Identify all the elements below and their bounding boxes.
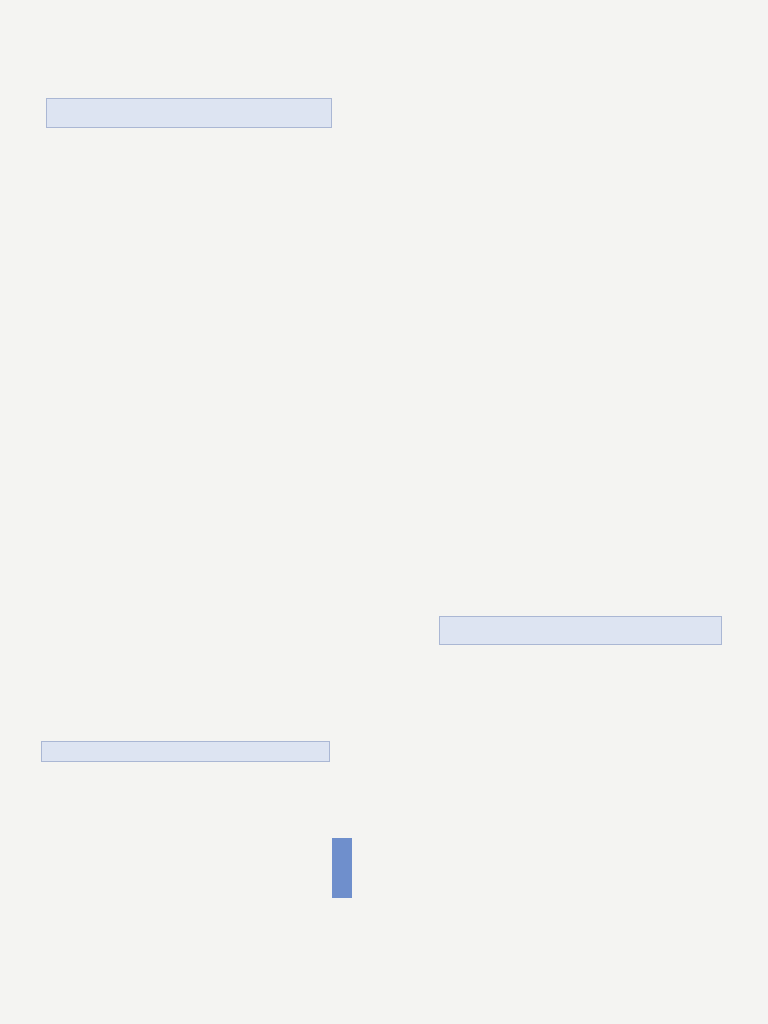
page-114 [384, 512, 768, 1024]
instruction-box [439, 616, 722, 645]
page-112 [384, 0, 768, 512]
word-bank [41, 990, 330, 1024]
unit-tab [332, 838, 352, 898]
instruction-box [46, 98, 332, 128]
instruction-box [41, 741, 330, 762]
page-113 [0, 512, 384, 1024]
page-111 [0, 0, 384, 512]
